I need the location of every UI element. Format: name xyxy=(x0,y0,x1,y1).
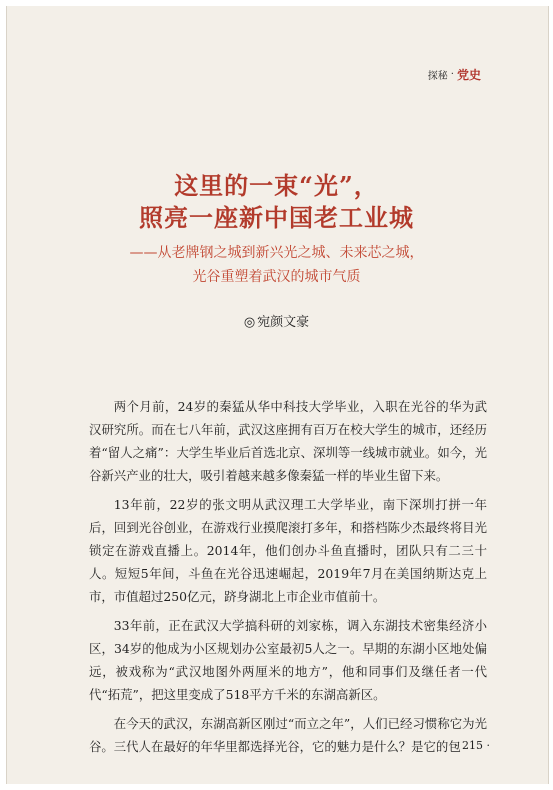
section-separator: · xyxy=(450,69,454,80)
title-line-1: 这里的一束“光”， xyxy=(174,171,379,200)
author-name: 宛颜文豪 xyxy=(257,315,310,330)
author-byline xyxy=(0,311,553,330)
paragraph-1: 两个月前，24岁的秦猛从华中科技大学毕业，入职在光谷的华为武汉研究所。而在七八年前，武汉这座拥有百万在校大学生的城市，还经历着“留人之痛”：大学生毕业后首选北京、深圳等一线城市就业。如今，光谷新兴产业的壮大，吸引着越来越多像秦猛一样的毕业生留下来。 xyxy=(89,399,487,483)
section-header xyxy=(428,66,481,83)
page-number: · 215 · xyxy=(455,739,490,752)
title-line-2: 照亮一座新中国老工业城 xyxy=(139,203,414,232)
brand-label: 党史 xyxy=(456,68,481,82)
section-label: 探秘 xyxy=(427,71,448,82)
article-body xyxy=(89,395,487,764)
paragraph-3: 33年前，正在武汉大学搞科研的刘家栋，调入东湖技术密集经济小区，34岁的他成为小区规划办公室最初5人之一。早期的东湖小区地处偏远，被戏称为“武汉地图外两厘米的地方”，他和同事们及继任者一代代“拓荒”，把这里变成了518平方千米的东湖高新区。 xyxy=(89,618,487,702)
paragraph-4: 在今天的武汉，东湖高新区刚过“而立之年”，人们已经习惯称它为光谷。三代人在最好的年华里都选择光谷，它的魅力是什么？是它的包 xyxy=(89,716,487,754)
article-title xyxy=(0,170,553,234)
byline-mark-icon: ◎ xyxy=(243,315,256,330)
paragraph-2: 13年前，22岁的张文明从武汉理工大学毕业，南下深圳打拼一年后，回到光谷创业，在游戏行业摸爬滚打多年，和搭档陈少杰最终将目光锁定在游戏直播上。2014年，他们创办斗鱼直播时，团队只有二三十人。短短5年间，斗鱼在光谷迅速崛起，2019年7月在美国纳斯达克上市，市值超过250亿元，跻身湖北上市企业市值前十。 xyxy=(89,497,487,604)
subtitle-line-2: 光谷重塑着武汉的城市气质 xyxy=(192,269,361,285)
subtitle-line-1: ——从老牌钢之城到新兴光之城、未来芯之城， xyxy=(129,245,424,261)
article-subtitle xyxy=(0,241,553,289)
